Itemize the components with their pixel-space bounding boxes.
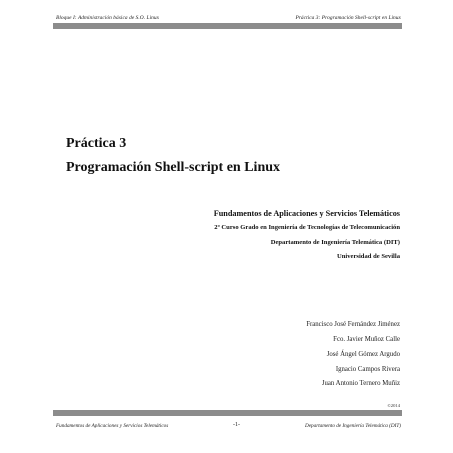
practice-number-title: Práctica 3 bbox=[66, 136, 127, 151]
footer-right-text: Departamento de Ingeniería Telemática (DIT) bbox=[304, 423, 401, 429]
department-name: Departamento de Ingeniería Telemática (DIT) bbox=[270, 239, 400, 246]
footer-left-text: Fundamentos de Aplicaciones y Servicios Telemáticos bbox=[56, 423, 169, 429]
author-name: Francisco José Fernández Jiménez bbox=[306, 321, 400, 328]
author-name: Juan Antonio Ternero Muñiz bbox=[321, 380, 400, 387]
course-name: Fundamentos de Aplicaciones y Servicios Telemáticos bbox=[213, 209, 400, 218]
footer-rule bbox=[53, 410, 402, 416]
author-name: José Ángel Gómez Argudo bbox=[326, 351, 400, 358]
author-name: Ignacio Campos Rivera bbox=[335, 366, 400, 373]
header-left-text: Bloque I: Administración básica de S.O. Linux bbox=[56, 15, 160, 21]
copyright-year: ©2014 bbox=[387, 403, 400, 408]
university-name: Universidad de Sevilla bbox=[336, 253, 400, 260]
author-name: Fco. Javier Muñoz Calle bbox=[333, 336, 400, 343]
practice-subject-title: Programación Shell-script en Linux bbox=[66, 160, 281, 175]
header-rule bbox=[53, 23, 402, 29]
page-number: -1- bbox=[233, 422, 240, 428]
degree-name: 2º Curso Grado en Ingeniería de Tecnologías de Telecomunicación bbox=[214, 224, 400, 231]
header-right-text: Práctica 3: Programación Shell-script en Linux bbox=[295, 15, 401, 21]
